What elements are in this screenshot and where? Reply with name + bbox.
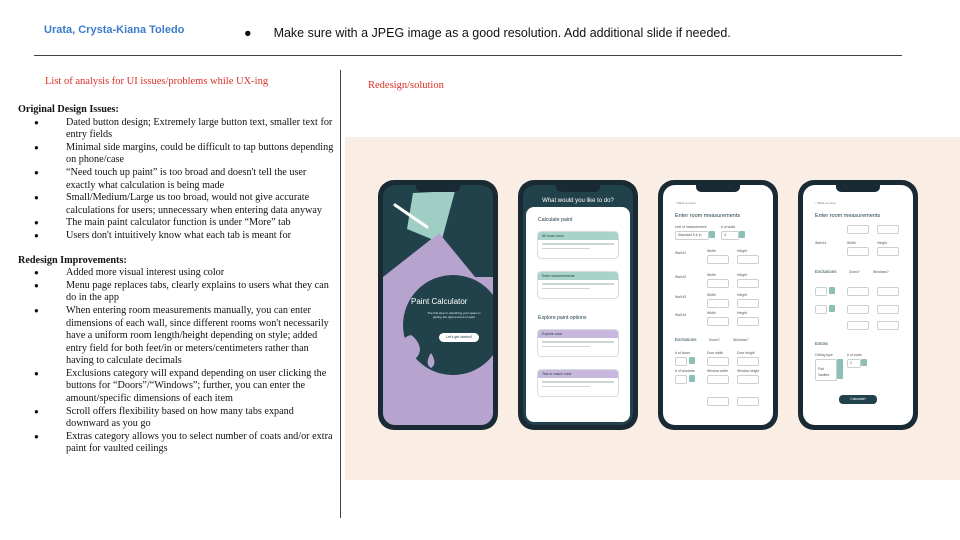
measurements-screen	[663, 185, 773, 425]
height-label: Height	[737, 311, 747, 315]
calculate-button[interactable]: Calculate!	[839, 395, 877, 404]
wall-height-input[interactable]	[737, 317, 759, 326]
window-count-input[interactable]	[815, 305, 827, 314]
window-height-input[interactable]	[877, 321, 899, 330]
redesign-improvements-list	[18, 267, 336, 456]
card-text-line	[542, 283, 614, 285]
walls-select[interactable]: 4	[721, 231, 739, 240]
width-label: Width	[707, 273, 716, 277]
walls-label: # of walls	[721, 225, 736, 229]
card-text-line	[542, 243, 614, 245]
width-label: Width	[707, 311, 716, 315]
card-label: Test or match color	[538, 370, 618, 378]
walls-toggle[interactable]	[739, 231, 745, 238]
redesign-improvements-heading: Redesign Improvements:	[18, 254, 127, 266]
list-item: ● “Need touch up paint” is too broad and doesn't tell the user exactly what calculation is being made	[18, 167, 336, 192]
redesign-title: Redesign/solution	[368, 80, 444, 91]
list-item: ● The main paint calculator function is under “More” tab	[18, 217, 336, 230]
list-item: ● Exclusions category will expand depending on user clicking the buttons for “Doors”/“Windows”; further, you can enter the amount/specific dimensions of each item	[18, 368, 336, 406]
wall-width-input[interactable]	[707, 255, 729, 264]
wall-width-input[interactable]	[847, 225, 869, 234]
window-width-input[interactable]	[707, 375, 729, 384]
extras-measure-title: Enter room measurements	[815, 213, 881, 219]
bullet-icon: ●	[244, 26, 252, 40]
window-height-input[interactable]	[737, 397, 759, 406]
wall-width-input[interactable]	[707, 299, 729, 308]
card-label: All room room	[538, 232, 618, 240]
menu-panel	[526, 207, 630, 422]
height-label: Height	[737, 293, 747, 297]
wall-label: Wall #4	[815, 241, 827, 245]
door-count-toggle[interactable]	[689, 357, 695, 364]
back-to-menu-link[interactable]: < Back to menu	[815, 201, 836, 205]
units-label: Unit of measurement	[675, 225, 707, 229]
list-item: ● Extras category allows you to select number of coats and/or extra paint for vaulted ceilings	[18, 431, 336, 456]
windows-toggle[interactable]: Windows?	[733, 338, 749, 342]
width-label: Width	[847, 241, 856, 245]
menu-heading: What would you like to do?	[542, 198, 614, 204]
wall-label: Wall #4	[675, 313, 687, 317]
ceiling-option[interactable]: Vaulted	[818, 373, 830, 377]
phone-notch	[416, 185, 460, 192]
height-label: Height	[877, 241, 887, 245]
measure-title: Enter room measurements	[675, 213, 741, 219]
instruction-note	[244, 26, 731, 40]
width-label: Width	[707, 249, 716, 253]
list-item: ● When entering room measurements manually, you can enter dimensions of each wall, since different rooms won't necessarily have a uniform room length/height depending on style; added entry field for both feet/in or meters/centimeters rather than having to calculate decimals	[18, 305, 336, 368]
wall-height-input[interactable]	[737, 299, 759, 308]
list-item: ● Menu page replaces tabs, clearly explains to users what they can do in the app	[18, 280, 336, 305]
window-count-label: # of windows	[675, 369, 695, 373]
door-width-input[interactable]	[707, 357, 729, 366]
door-count-toggle[interactable]	[829, 287, 835, 294]
window-height-input[interactable]	[737, 375, 759, 384]
window-width-input[interactable]	[847, 321, 869, 330]
wall-height-input[interactable]	[737, 255, 759, 264]
splash-subtitle: The first step in refreshing your space is getting the right amount of paint	[427, 311, 481, 319]
card-text-line	[542, 341, 614, 343]
wall-height-input[interactable]	[877, 225, 899, 234]
wall-label: Wall #1	[675, 251, 687, 255]
window-count-toggle[interactable]	[829, 305, 835, 312]
wall-label: Wall #3	[675, 295, 687, 299]
analysis-title: List of analysis for UI issues/problems while UX-ing	[45, 76, 269, 87]
list-item: ● Added more visual interest using color	[18, 267, 336, 280]
door-count-label: # of doors	[675, 351, 691, 355]
door-height-input[interactable]	[877, 287, 899, 296]
header-divider	[34, 55, 902, 56]
list-item: ● Scroll offers flexibility based on how many tabs expand downward as you go	[18, 406, 336, 431]
menu-card-all-room[interactable]	[537, 231, 619, 259]
explore-section-title: Explore paint options	[538, 315, 587, 321]
door-count-input[interactable]	[675, 357, 687, 366]
card-text-line	[542, 346, 590, 348]
card-text-line	[542, 288, 590, 290]
calculate-section-title: Calculate paint	[538, 217, 573, 223]
ceiling-type-label: Ceiling type	[815, 353, 833, 357]
list-item: ● Dated button design; Extremely large button text, smaller text for entry fields	[18, 117, 336, 142]
width-label: Width	[707, 293, 716, 297]
windows-toggle[interactable]: Windows?	[873, 270, 889, 274]
window-width-label: Window width	[707, 369, 728, 373]
original-issues-list	[18, 117, 336, 243]
extras-screen	[803, 185, 913, 425]
wall-height-input[interactable]	[737, 279, 759, 288]
wall-width-input[interactable]	[847, 247, 869, 256]
ceiling-type-toggle[interactable]	[837, 359, 843, 379]
menu-card-enter-measurements[interactable]	[537, 271, 619, 299]
coats-toggle[interactable]	[861, 359, 867, 366]
door-width-input[interactable]	[847, 287, 869, 296]
height-label: Height	[737, 249, 747, 253]
phone-splash-screen	[378, 180, 498, 430]
back-to-menu-link[interactable]: < Back to menu	[675, 201, 696, 205]
exclusions-title: Exclusions	[815, 269, 837, 274]
extras-title: Extras	[815, 341, 828, 346]
window-width-input[interactable]	[707, 397, 729, 406]
doors-toggle[interactable]: Doors?	[849, 270, 860, 274]
phone-menu-screen	[518, 180, 638, 430]
phone-notch	[556, 185, 600, 192]
door-count-input[interactable]	[815, 287, 827, 296]
author-name: Urata, Crysta-Kiana Toledo	[44, 24, 185, 36]
menu-card-test-color[interactable]	[537, 369, 619, 397]
units-toggle[interactable]	[709, 231, 715, 238]
window-width-input[interactable]	[847, 305, 869, 314]
door-height-label: Door height	[737, 351, 755, 355]
units-select[interactable]: Standard ft & in	[675, 231, 709, 240]
card-label: Explore color	[538, 330, 618, 338]
wall-label: Wall #2	[675, 275, 687, 279]
card-text-line	[542, 248, 590, 250]
coats-label: # of coats	[847, 353, 862, 357]
coats-input[interactable]: 2	[847, 359, 861, 368]
door-width-label: Door width	[707, 351, 724, 355]
analysis-notes	[18, 104, 336, 456]
splash-title: Paint Calculator	[411, 297, 468, 306]
door-height-input[interactable]	[737, 357, 759, 366]
splash-screen	[383, 185, 493, 425]
phone-measurements-screen	[658, 180, 778, 430]
card-text-line	[542, 381, 614, 383]
doors-toggle[interactable]: Doors?	[709, 338, 720, 342]
list-item: ● Small/Medium/Large us too broad, would not give accurate calculations for users; unnecessary when entering data anyway	[18, 192, 336, 217]
wall-width-input[interactable]	[707, 317, 729, 326]
window-count-input[interactable]	[675, 375, 687, 384]
spacer	[18, 243, 336, 255]
phone-extras-screen	[798, 180, 918, 430]
phone-notch	[836, 185, 880, 192]
exclusions-title: Exclusions	[675, 337, 697, 342]
original-issues-heading: Original Design Issues:	[18, 104, 119, 115]
column-divider	[340, 70, 341, 518]
window-height-input[interactable]	[877, 305, 899, 314]
card-text-line	[542, 386, 590, 388]
list-item: ● Users don't intuitively know what each tab is meant for	[18, 230, 336, 243]
height-label: Height	[737, 273, 747, 277]
window-count-toggle[interactable]	[689, 375, 695, 382]
get-started-button[interactable]: Let's get started!	[439, 333, 479, 342]
wall-width-input[interactable]	[707, 279, 729, 288]
menu-card-explore-color[interactable]	[537, 329, 619, 357]
ceiling-option[interactable]: Flat	[818, 367, 824, 371]
window-height-label: Window height	[737, 369, 760, 373]
instruction-text: Make sure with a JPEG image as a good resolution. Add additional slide if needed.	[273, 26, 731, 40]
list-item: ● Minimal side margins, could be difficult to tap buttons depending on phone/case	[18, 142, 336, 167]
phone-notch	[696, 185, 740, 192]
card-label: Enter measurements	[538, 272, 618, 280]
menu-screen	[523, 185, 633, 425]
wall-height-input[interactable]	[877, 247, 899, 256]
